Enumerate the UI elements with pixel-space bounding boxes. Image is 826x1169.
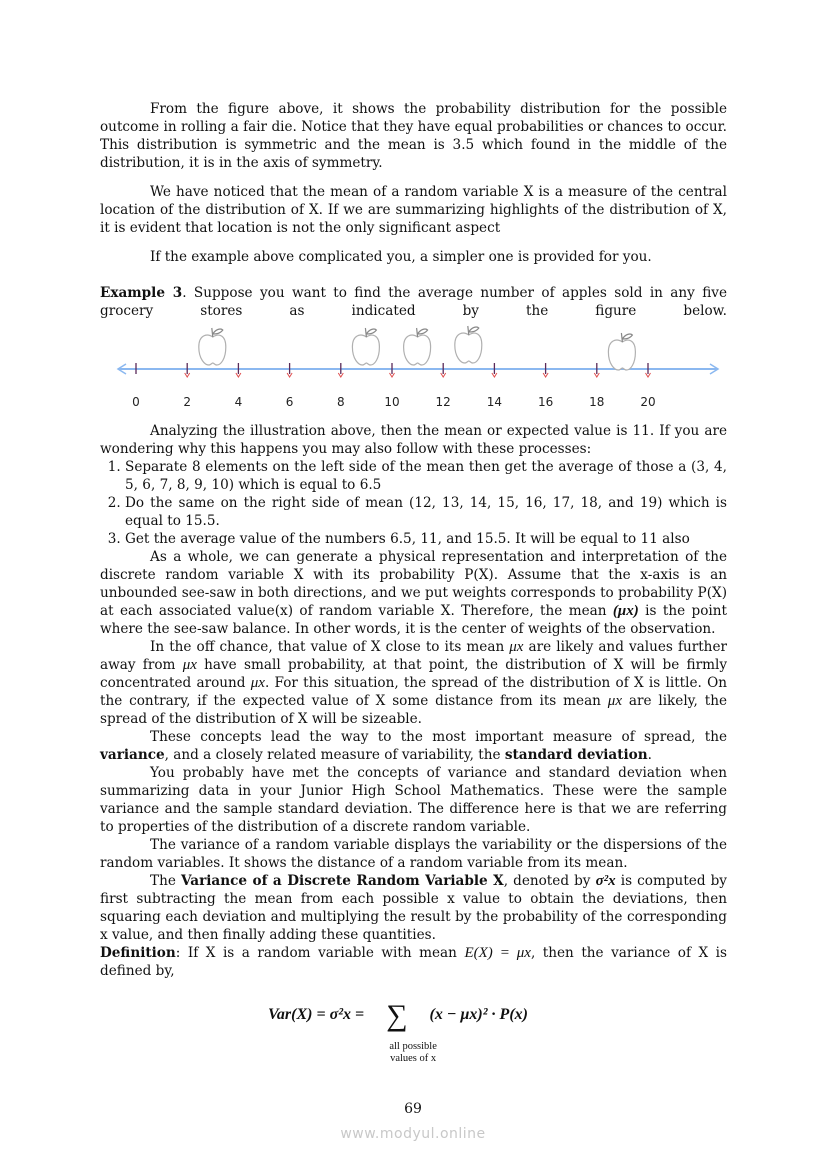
apple-number-line-figure xyxy=(100,325,730,420)
apple-icon xyxy=(352,328,379,365)
apple-icon xyxy=(404,328,431,365)
apple-icon xyxy=(455,326,482,363)
tick-label: 10 xyxy=(384,395,400,409)
definition: Definition: If X is a random variable with mean E(X) = μx, then the variance of X is defined by, xyxy=(100,945,727,979)
paragraph-analysis: Analyzing the illustration above, then the mean or expected value is 11. If you are wondering why this happens you may also follow with these processes: 1. Separate 8 elements on the left side of the mean then get the average of those a (3, 4, 5, 6, 7, 8, 9, 10) which is equal to 6.5 2. Do the same on the right side of mean (12, 13, 14, 15, 16, 17, 18, and 19) which is equal to 15.5. 3. Get the average value of the numbers 6.5, 11, and 15.5. It will be equal to 11 also As a whole, we can generate a physical representation and interpretation of the discrete random variable X with its probability P(X). Assume that the x-axis is an unbounded see-saw in both directions, and we put weights corresponds to probability P(X) at each associated value(x) of random variable X. Therefore, the mean (μx) is the point where the see-saw balance. In other words, it is the center of weights of the observation. In the off chance, that value of X close to its mean μx are likely and values further away from μx have small probability, at that point, the distribution of X will be firmly concentrated around μx. For this situation, the spread of the distribution of X is little. On the contrary, if the expected value of X some distance from its mean μx are likely, the spread of the distribution of X will be sizeable. These concepts lead the way to the most important measure of spread, the variance, and a closely related measure of variability, the standard deviation. You probably have met the concepts of variance and standard deviation when summarizing data in your Junior High School Mathematics. These were the sample variance and the sample standard deviation. The difference here is that we are referring to properties of the distribution of a discrete random variable. The variance of a random variable displays the variability or the dispersions of the random variables. It shows the distance of a random variable from its mean. The Variance of a Discrete Random Variable X, denoted by σ²x is computed by first subtracting the mean from each possible x value to obtain the deviations, then squaring each deviation and multiplying the result by the probability of the corresponding x value, and then finally adding these quantities. Definition: If X is a random variable with mean E(X) = μx, then the variance of X is defined by, xyxy=(100,422,727,980)
tick-label: 6 xyxy=(285,395,294,409)
tick-label: 2 xyxy=(183,395,192,409)
paragraph-junior-high: You probably have met the concepts of variance and standard deviation when summarizing data in your Junior High School Mathematics. These were the sample variance and the sample standard deviation. The difference here is that we are referring to properties of the distribution of a discrete random variable. xyxy=(100,765,727,835)
tick-label: 18 xyxy=(589,395,605,409)
paragraph-concepts: These concepts lead the way to the most important measure of spread, the variance, and a closely related measure of variability, the standard deviation. xyxy=(100,729,727,763)
paragraph-variance-intro: The variance of a random variable displays the variability or the dispersions of the random variables. It shows the distance of a random variable from its mean. xyxy=(100,837,727,871)
paragraph-variance-definition: The Variance of a Discrete Random Variable X, denoted by σ²x is computed by first subtracting the mean from each possible x value to obtain the deviations, then squaring each deviation and multiplying the result by the probability of the corresponding x value, and then finally adding these quantities. xyxy=(100,873,727,943)
paragraph-spread: In the off chance, that value of X close to its mean μx are likely and values further away from μx have small probability, at that point, the distribution of X will be firmly concentrated around μx. For this situation, the spread of the distribution of X is little. On the contrary, if the expected value of X some distance from its mean μx are likely, the spread of the distribution of X will be sizeable. xyxy=(100,639,727,727)
page-number: 69 xyxy=(404,1101,422,1117)
apple-icon xyxy=(199,328,226,365)
list-item: 2. Do the same on the right side of mean (12, 13, 14, 15, 16, 17, 18, and 19) which is equal to 15.5. xyxy=(125,494,727,530)
apple-icon xyxy=(608,333,635,370)
example-label: Example 3 xyxy=(100,285,183,301)
paragraph-die-distribution: From the figure above, it shows the probability distribution for the possible outcome in rolling a fair die. Notice that they have equal probabilities or chances to occur. This distribution is symmetric and the mean is 3.5 which found in the middle of the distribution, it is in the axis of symmetry. xyxy=(100,101,727,171)
paragraph-mean-location: We have noticed that the mean of a random variable X is a measure of the central location of the distribution of X. If we are summarizing highlights of the distribution of X, it is evident that location is not the only significant aspect xyxy=(100,184,727,236)
tick-label: 20 xyxy=(640,395,656,409)
tick-label: 14 xyxy=(486,395,503,409)
tick-label: 16 xyxy=(537,395,554,409)
tick-label: 4 xyxy=(234,395,243,409)
paragraph-simpler-example: If the example above complicated you, a simpler one is provided for you. xyxy=(150,249,652,265)
tick-label: 8 xyxy=(336,395,345,409)
summation-range: all possible values of x xyxy=(389,1041,437,1064)
example-3: Example 3. Suppose you want to find the average number of apples sold in any five grocery stores as indicated by the figure below. xyxy=(100,285,727,319)
watermark: www.modyul.online xyxy=(340,1126,486,1142)
list-item: 3. Get the average value of the numbers 6.5, 11, and 15.5. It will be equal to 11 also xyxy=(125,530,727,548)
list-item: 1. Separate 8 elements on the left side of the mean then get the average of those a (3, 4, 5, 6, 7, 8, 9, 10) which is equal to 6.5 xyxy=(125,458,727,494)
steps-list xyxy=(100,458,727,548)
summation-symbol: ∑ all possible values of x xyxy=(386,1007,407,1025)
variance-formula: Var(X) = σ²x = ∑ all possible values of x (x − μx)² · P(x) xyxy=(268,999,528,1064)
paragraph-see-saw: As a whole, we can generate a physical representation and interpretation of the discrete random variable X with its probability P(X). Assume that the x-axis is an unbounded see-saw in both directions, and we put weights corresponds to probability P(X) at each associated value(x) of random variable X. Therefore, the mean (μx) is the point where the see-saw balance. In other words, it is the center of weights of the observation. xyxy=(100,549,727,637)
tick-label: 0 xyxy=(132,395,140,409)
tick-label: 12 xyxy=(435,395,451,409)
